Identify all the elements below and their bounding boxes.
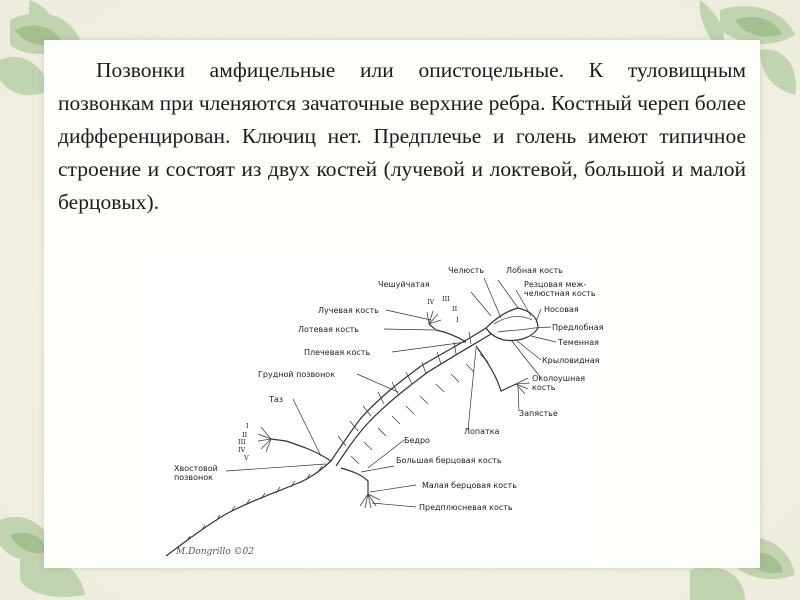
skull	[486, 308, 538, 341]
hind-digit-numerals	[238, 422, 249, 462]
label-parietal: Теменная	[558, 338, 599, 347]
skull-details	[494, 317, 534, 332]
front-leg-left	[429, 324, 466, 342]
label-scapula: Лопатка	[464, 427, 500, 436]
hind-digit-i: I	[246, 422, 249, 430]
front-digit-iii: III	[442, 295, 450, 303]
label-frontal: Лобная кость	[506, 266, 563, 275]
label-premaxilla-2: челюстная кость	[524, 289, 596, 298]
label-thoracic-vertebra: Грудной позвонок	[258, 370, 336, 379]
front-digit-numerals	[427, 295, 459, 324]
hind-digit-ii: II	[242, 431, 248, 439]
front-digit-iv: IV	[427, 298, 435, 306]
label-squamosal: Чешуйчатая	[378, 280, 430, 289]
figure-labels	[174, 266, 604, 512]
front-digit-ii: II	[452, 305, 458, 313]
hind-digit-v: V	[244, 454, 249, 462]
hind-leg-left	[271, 439, 331, 461]
label-caudal-1: Хвостовой	[174, 464, 218, 473]
label-radius: Лучевая кость	[318, 306, 379, 315]
label-nasal: Носовая	[544, 305, 579, 314]
label-premaxilla-1: Резцовая меж-	[524, 280, 587, 289]
label-femur: Бедро	[404, 436, 430, 445]
label-tarsus: Предплюсневая кость	[419, 503, 513, 512]
hind-leg-right	[341, 468, 368, 494]
skeleton-diagram	[146, 256, 604, 566]
hind-digit-iii: III	[238, 438, 246, 446]
label-periotic-1: Околоушная	[532, 374, 586, 383]
front-foot-left	[427, 311, 441, 324]
label-tibia: Большая берцовая кость	[396, 456, 502, 465]
label-ulna: Лотевая кость	[298, 325, 359, 334]
label-prefrontal: Предлобная	[552, 323, 604, 332]
label-jaw: Челюсть	[448, 266, 485, 275]
hind-foot-right	[360, 494, 380, 508]
hind-foot-left	[258, 427, 271, 452]
label-carpus: Запястье	[519, 409, 558, 418]
front-leg-right	[476, 346, 516, 391]
front-digit-i: I	[456, 316, 459, 324]
illustrator-signature: M.Dongrillo ©02	[176, 547, 254, 557]
body-paragraph: Позвонки амфицельные или опистоцельные. К туловищным позвонкам при членяются зачаточные верхние ребра. Костный череп более дифференцирован. Ключиц нет. Предплечье и голень имеют типичное строение и состоят из двух костей (лучевой и локтевой, большой и малой берцовых).	[58, 58, 746, 214]
label-caudal-2: позвонок	[174, 473, 213, 482]
label-periotic-2: кость	[532, 383, 556, 392]
salamander-skeleton-figure	[146, 256, 604, 566]
label-humerus: Плечевая кость	[304, 348, 371, 357]
hind-digit-iv: IV	[238, 446, 246, 454]
label-pterygoid: Крыловидная	[542, 356, 600, 365]
label-pelvis: Таз	[269, 395, 284, 404]
label-fibula: Малая берцовая кость	[422, 481, 517, 490]
